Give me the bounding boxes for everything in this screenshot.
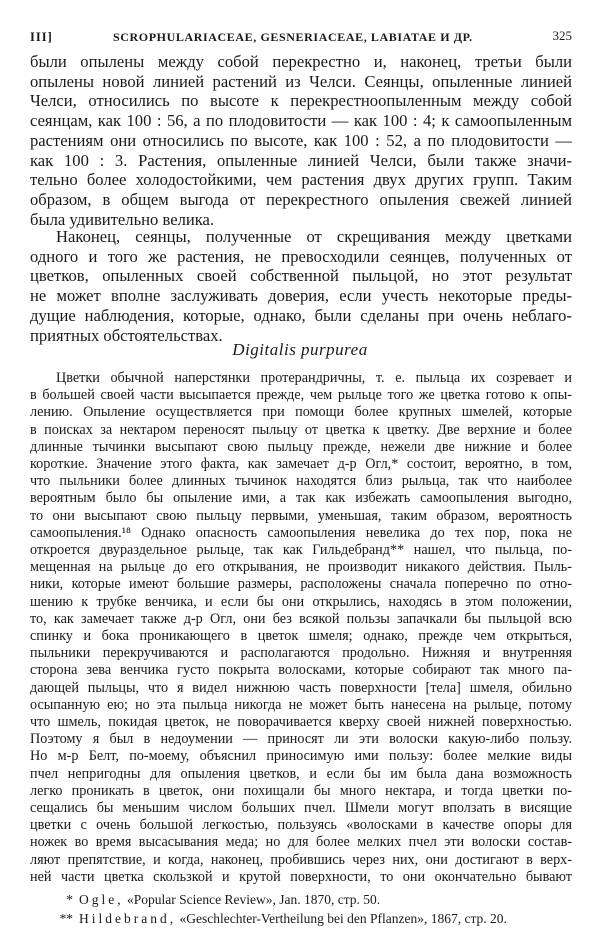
text-line: цветков, опыленных своей собственной пыльцой, но этот результат: [30, 266, 572, 286]
text-line: была удивительно велика.: [30, 209, 215, 229]
text-line: в поисках за нектаром переносят пыльцу от цветка к цветку. Две верхние и более: [30, 421, 572, 438]
paragraph-cross-same-plant: [30, 227, 572, 345]
text-line: сещались бы меньшим числом больших пчел. Шмели могут вползать в висящие: [30, 800, 572, 817]
text-line: то, как замечает также д-р Огл, они без всякой пользы запачкали бы пыльцой всю: [30, 610, 572, 627]
text-line: Цветки обычной наперстянки протерандричны, т. е. пыльца их созревает и: [56, 370, 572, 386]
text-line: приятных обстоятельствах.: [30, 325, 223, 345]
text-line: как 100 : 3. Растения, опыленные линией Челси, были также значи-: [30, 150, 572, 170]
running-title: SCROPHULARIACEAE, GESNERIACEAE, LABIATAE И ДР.: [113, 30, 473, 44]
page-number: 325: [552, 28, 572, 43]
footnote-author: Ogle,: [79, 892, 124, 907]
text-line: то они высыпают свою пыльцу первыми, уменьшая, таким образом, вероятность: [30, 507, 572, 524]
text-line: дущие наблюдения, которые, однако, были сделаны при очень неблаго-: [30, 305, 572, 325]
text-line: ляют препятствие, и когда, наконец, пробившись через них, они достигают в верх-: [30, 851, 572, 868]
text-line: в большей своей части высыпается прежде, чем рыльце того же цветка готово к опы-: [30, 387, 572, 404]
footnote-author: Hildebrand,: [79, 911, 177, 926]
text-line: вероятным было бы опыление ими, а так как избежать самоопыления выгодно,: [30, 490, 572, 507]
text-line: тельно более холодостойкими, чем растения двух других групп. Таким: [30, 170, 572, 190]
text-line: мещенная на рыльце до его открывания, не производит никакого действия. Пыль-: [30, 559, 572, 576]
text-line: осыпанную ею; но эта пыльца никогда не может быть нанесена на рыльце, потому: [30, 696, 572, 713]
footnote-text: «Geschlechter-Vertheilung bei den Pflanzen», 1867, стр. 20.: [179, 911, 507, 926]
text-line: спинку и бока проникающего в цветок шмеля; однако, прежде чем открыться,: [30, 628, 572, 645]
text-line: не может вполне заслуживать доверия, если учесть некоторые преды-: [30, 286, 572, 306]
text-line: пыльники перекручиваются и располагаются продольно. Нижняя и внутренняя: [30, 645, 572, 662]
text-line: ней части цветка скользкой и крутой поверхности, то они окончательно бывают: [30, 868, 572, 885]
text-line: что пыльники более длинных тычинок находятся близ рыльца, так что наиболее: [30, 473, 572, 490]
text-line: пчел непригодны для опыления цветков, и если бы им была дана возможность: [30, 765, 572, 782]
text-line: образом, в общем выгода от перекрестного опыления свежей линией: [30, 189, 572, 209]
text-line: были опылены между собой перекрестно и, наконец, третьи были: [30, 52, 572, 71]
section-title: Digitalis purpurea: [232, 340, 368, 359]
chapter-number: III]: [30, 30, 53, 44]
footnotes: [55, 890, 575, 928]
text-line: опылены новой линией растений из Челси. Сеянцы, опыленные линией: [30, 71, 572, 91]
text-line: что шмель, покидая цветок, не поворачивается кверху своей нижней поверхностью.: [30, 714, 572, 731]
footnote-mark: *: [66, 892, 73, 907]
text-line: шению к трубке венчика, и если бы они открылись, находясь в этом положении,: [30, 593, 572, 610]
text-line: длинные тычинки высыпают свою пыльцу прежде, нежели две нижние и более: [30, 438, 572, 455]
text-line: ники, которые имеют большие размеры, расположены сначала поперечно по отно-: [30, 576, 572, 593]
text-line: дающей пыльцы, что я видел нижнюю часть поверхности [тела] шмеля, обильно: [30, 679, 572, 696]
text-line: Поэтому я был в недоумении — приносят ли эти волоски какую-либо пользу.: [30, 731, 572, 748]
text-line: ножек во время высасывания меда; но для более мелких пчел эти волоски состав-: [30, 834, 572, 851]
running-header: [30, 28, 572, 48]
footnote: [55, 890, 575, 909]
text-line: Но м-р Белт, по-моему, объяснил приносимую ими пользу: более мелкие виды: [30, 748, 572, 765]
paragraph-chelsea-results: [30, 52, 572, 229]
footnote-mark: **: [59, 911, 73, 926]
text-line: сеянцам, как 100 : 56, а по плодовитости — как 100 : 4; к самоопыленным: [30, 111, 572, 131]
text-line: откроется двураздельное рыльце, так как Гильдебранд** нашел, что пыльца, по-: [30, 542, 572, 559]
text-line: одного и того же растения, не превосходили сеянцев, полученных от: [30, 246, 572, 266]
text-line: растениям они относились по высоте, как 100 : 52, а по плодовитости —: [30, 130, 572, 150]
text-line: цветки с очень большой легкостью, пользуясь «волосками в качестве опоры для: [30, 817, 572, 834]
paragraph-digitalis: [30, 370, 572, 886]
text-line: сторона зева венчика густо покрыта волосками, которые собирают так много па-: [30, 662, 572, 679]
text-line: лению. Опыление осуществляется при помощи более крупных шмелей, которые: [30, 404, 572, 421]
text-line: короткие. Значение этого факта, как замечает д-р Огл,* состоит, вероятно, в том,: [30, 456, 572, 473]
footnote: [55, 909, 575, 928]
text-line: легко проникать в цветок, они похищали бы много нектара, и тогда цветки по-: [30, 782, 572, 799]
text-line: Челси, относились по высоте к перекрестноопыленным между собой: [30, 91, 572, 111]
text-line: самоопыления.¹⁸ Однако опасность самоопыления невелика до тех пор, пока не: [30, 524, 572, 541]
footnote-text: «Popular Science Review», Jan. 1870, стр. 50.: [127, 892, 381, 907]
text-line: Наконец, сеянцы, полученные от скрещивания между цветками: [56, 227, 572, 246]
